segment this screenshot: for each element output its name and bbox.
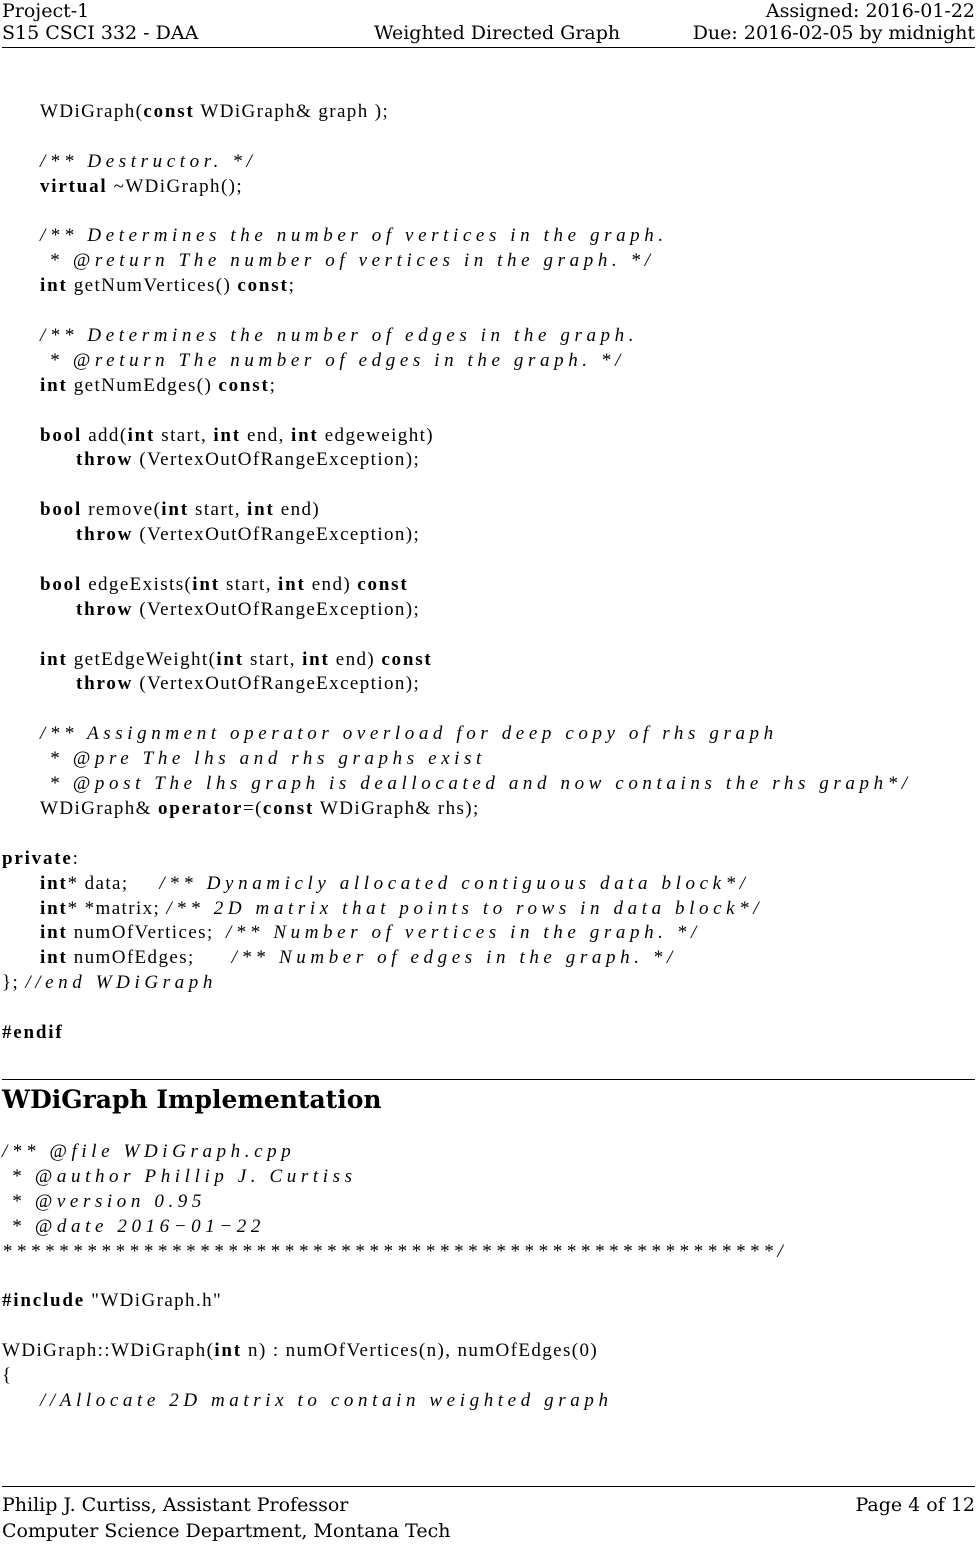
code-text: n) : numOfVertices(n), numOfEdges(0) [241,1340,599,1362]
code-keyword: int [278,573,306,595]
code-keyword: virtual [40,175,108,197]
code-keyword: int [40,872,68,894]
code-line [0,822,977,847]
code-keyword: const [237,275,289,297]
code-line [0,573,977,598]
code-text: WDiGraph& rhs); [314,797,480,819]
code-line [0,921,977,946]
code-line [0,498,977,523]
code-line [0,299,977,324]
code-keyword: bool [40,424,83,446]
code-comment: /** Determines the number of edges in the graph. [40,325,639,347]
code-line [0,200,977,225]
code-keyword: const [357,573,409,595]
code-line [0,797,977,822]
code-line [0,747,977,772]
code-line [0,697,977,722]
section-title: WDiGraph Implementation [2,1085,382,1114]
code-line [0,672,977,697]
code-keyword: int [290,424,319,446]
code-line [0,1165,977,1190]
code-keyword: int [40,275,68,297]
code-keyword: const [262,797,315,819]
code-keyword: const [218,374,270,396]
code-comment: * @post The lhs graph is deallocated and now contains the rhs graph*/ [40,773,912,795]
code-keyword: throw [76,524,134,546]
code-keyword: int [214,1340,242,1362]
code-text: }; [2,972,26,994]
code-comment: /** 2D matrix that points to rows in data block*/ [166,897,764,919]
code-line [0,598,977,623]
section-rule [2,1079,975,1080]
code-line [0,648,977,673]
code-keyword: int [213,424,241,446]
code-keyword: throw [76,598,134,620]
code-text: ~WDiGraph(); [107,175,244,197]
code-text: "WDiGraph.h" [85,1290,223,1312]
code-line [0,125,977,150]
code-text: ; [269,374,277,396]
page-footer [2,1492,975,1544]
code-text: edgeweight) [318,424,435,446]
code-line [0,722,977,747]
header-rule [2,47,975,48]
code-line [0,150,977,175]
code-keyword: operator [157,797,244,819]
code-text: end) [274,499,321,521]
code-line [0,1339,977,1364]
code-text: numOfVertices; [67,922,226,944]
code-comment: * @return The number of vertices in the graph. */ [40,250,655,272]
code-comment: //Allocate 2D matrix to contain weighted graph [40,1389,613,1411]
code-line [0,1021,977,1046]
code-text: end) [329,648,382,670]
course-label: S15 CSCI 332 - DAA [2,22,199,44]
due-date: Due: 2016-02-05 by midnight [692,22,975,44]
code-line [0,1264,977,1289]
code-text: remove( [82,499,162,521]
code-text: start, [155,424,214,446]
code-line [0,349,977,374]
code-text: WDiGraph( [40,101,144,122]
code-keyword: const [143,101,195,122]
code-line [0,1140,977,1165]
code-line [0,324,977,349]
code-keyword: int [192,573,220,595]
code-text: ; [288,275,296,297]
code-comment: /** @file WDiGraph.cpp [2,1141,296,1162]
code-comment: /** Number of edges in the graph. */ [231,947,677,969]
code-keyword: bool [40,499,83,521]
code-keyword: int [127,424,156,446]
code-line [0,249,977,274]
code-text: (VertexOutOfRangeException); [133,449,421,471]
code-keyword: int [216,648,244,670]
code-text: start, [243,648,303,670]
code-comment: /** Determines the number of vertices in the graph. [40,225,668,247]
footer-author: Philip J. Curtiss, Assistant Professor [2,1494,349,1516]
code-text: getEdgeWeight( [67,648,217,670]
code-line [0,1389,977,1414]
code-line [0,623,977,648]
code-line [0,274,977,299]
code-comment: /** Destructor. */ [40,150,257,172]
code-comment: * @pre The lhs and rhs graphs exist [40,748,486,770]
code-keyword: const [381,648,433,670]
code-line [0,374,977,399]
code-text: edgeExists( [82,573,193,595]
code-keyword: private [2,847,73,869]
code-comment: * @return The number of edges in the graph. */ [40,349,625,371]
code-comment: //end WDiGraph [25,972,217,994]
code-keyword: int [40,947,68,969]
code-keyword: #endif [2,1021,64,1043]
code-keyword: #include [2,1290,86,1312]
code-line [0,523,977,548]
code-text: numOfEdges; [67,947,232,969]
code-line [0,946,977,971]
code-keyword: throw [76,449,134,471]
code-text: (VertexOutOfRangeException); [133,598,421,620]
code-line [0,1289,977,1314]
code-line [0,1314,977,1339]
project-label: Project-1 [2,0,90,22]
code-keyword: int [302,648,330,670]
code-line [0,424,977,449]
code-keyword: int [40,922,68,944]
code-text: getNumVertices() [67,275,238,297]
code-text: { [2,1365,13,1387]
code-line [0,224,977,249]
code-line [0,772,977,797]
code-line [0,175,977,200]
code-comment: /** Assignment operator overload for deep copy of rhs graph [40,723,778,745]
header-code-listing [0,100,977,1046]
code-comment: /** Dynamicly allocated contiguous data block*/ [159,872,750,894]
code-text: end, [240,424,291,446]
implementation-code-listing [0,1140,977,1414]
code-text: getNumEdges() [67,374,219,396]
code-line [0,847,977,872]
code-text: WDiGraph::WDiGraph( [2,1340,215,1362]
code-keyword: int [40,374,68,396]
code-keyword: int [161,499,189,521]
code-text: add( [82,424,128,446]
code-text: (VertexOutOfRangeException); [133,524,421,546]
code-text: WDiGraph& [40,797,158,819]
code-line [0,473,977,498]
code-line [0,548,977,573]
code-keyword: int [40,648,68,670]
code-keyword: bool [40,573,83,595]
footer-rule [2,1486,975,1487]
code-text: start, [188,499,248,521]
code-line [0,399,977,424]
code-line [0,100,977,125]
code-text: * *matrix; [67,897,167,919]
code-line [0,448,977,473]
code-comment: * @author Phillip J. Curtiss [2,1165,357,1187]
code-keyword: int [40,897,68,919]
code-line [0,897,977,922]
code-line [0,872,977,897]
code-line [0,1190,977,1215]
code-comment: * @date 2016−01−22 [2,1215,265,1237]
code-comment: * @version 0.95 [2,1190,207,1212]
code-text: end) [305,573,358,595]
page-number: Page 4 of 12 [855,1494,975,1516]
code-line [0,971,977,996]
code-text: WDiGraph& graph ); [194,101,390,122]
footer-department: Computer Science Department, Montana Tech [2,1520,451,1542]
code-comment: /** Number of vertices in the graph. */ [225,922,701,944]
code-line [0,1215,977,1240]
code-keyword: int [247,499,275,521]
code-comment: *******************************************************/ [2,1240,788,1262]
code-keyword: throw [76,673,134,695]
code-line [0,1240,977,1265]
assigned-date: Assigned: 2016-01-22 [765,0,975,22]
code-text: * data; [67,872,160,894]
code-line [0,996,977,1021]
code-line [0,1364,977,1389]
code-text: start, [219,573,278,595]
code-text: =( [243,797,263,819]
code-text: : [72,847,80,869]
code-text: (VertexOutOfRangeException); [133,673,421,695]
document-title: Weighted Directed Graph [374,22,621,44]
